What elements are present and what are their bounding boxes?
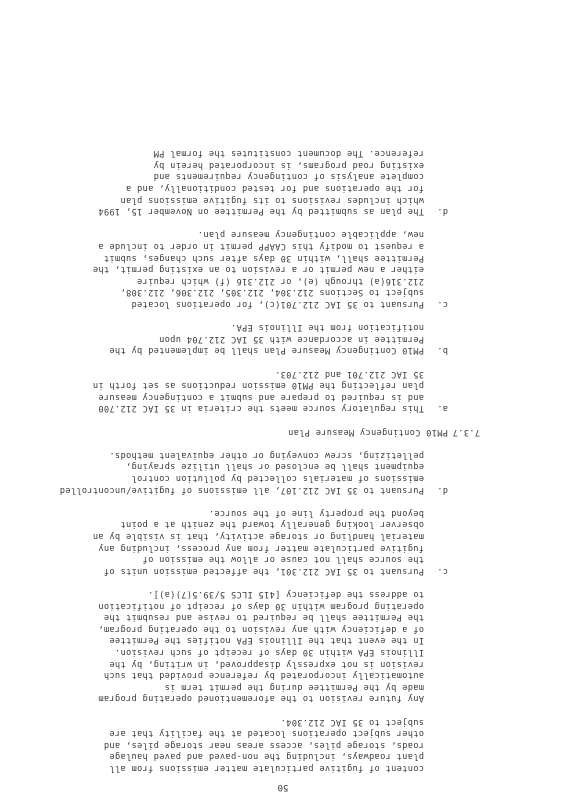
text-line: material handling or storage activity, that is visible by an [92, 531, 424, 541]
text-line: equipment shall be enclosed or shall utilize spraying, [125, 461, 424, 472]
text-line: beyond the property line of the source. [208, 507, 424, 518]
text-line: Any future revision to the aforementioned operating program [98, 693, 424, 704]
text-line: Illinois EPA within 30 days of receipt of such revision. [114, 647, 424, 657]
text-line: the Permittee shall be required to revise and resubmit the [103, 612, 424, 623]
text-line: to address the deficiency [415 ILCS 5/39.5(7)(a)]. [147, 589, 424, 599]
text-line: In the event that the Illinois EPA notifies the Permittee [109, 635, 424, 646]
paragraph-marker: d. [436, 484, 448, 495]
text-line: plan reflecting the PM10 emission reductions as set forth in [92, 380, 424, 391]
text-line: Pursuant to 35 IAC 212.701(c), for operations located [131, 299, 424, 309]
text-line: 35 IAC 212.701 and 212.703. [274, 368, 424, 379]
text-line: either a new permit or a revision to an existing permit, the [92, 264, 424, 275]
paragraph-marker: b. [436, 345, 448, 356]
text-line: Pursuant to 35 IAC 212.301, the affected emission units of [103, 565, 424, 576]
text-line: for the operations and for tested conditionally, and a [125, 183, 424, 193]
text-line: Pursuant to 35 IAC 212.107, all emissions of fugitive/uncontrolled [59, 484, 424, 495]
text-line: revision is not expressly disapproved, in writing, by the [109, 658, 424, 669]
text-line: the source shall not cause or allow the emission of [142, 554, 424, 565]
paragraph-marker: c. [436, 565, 448, 576]
text-line: 212.316(a) through (e), or 212.316 (f) which require [136, 275, 424, 286]
text-line: The plan as submitted by the Permittee on November 15, 1994 [98, 206, 424, 217]
paragraph-marker: 7.3.7 [452, 426, 480, 437]
text-line: subject to Sections 212.304, 212.305, 212.306, 212.308, [120, 287, 424, 298]
text-line: existing road programs, is incorporated herein by [153, 159, 424, 170]
text-line: and is required to prepare and submit a contingency measure [98, 391, 424, 402]
text-line: roads, storage piles, access areas near storage piles, and [103, 739, 424, 750]
text-line: This regulatory source meets the criteria in 35 IAC 212.700 [98, 403, 424, 414]
text-line: complete analysis of contingency requirements and [153, 171, 424, 182]
text-line: observer looking generally toward the zenith at a point [120, 519, 424, 530]
text-line: automatically incorporated by reference provided that such [103, 670, 424, 681]
paragraph-marker: d. [436, 206, 448, 217]
text-line: notification from the Illinois EPA. [230, 322, 424, 333]
text-line: fugitive particulate matter from any process, including any [98, 542, 424, 553]
text-line: operating program within 30 days of receipt of notification [98, 600, 424, 611]
text-line: emissions of materials collected by pollution control [131, 473, 424, 483]
text-line: which includes revisions to its fugitive emissions plan [120, 194, 424, 205]
paragraph-marker: c. [436, 299, 448, 309]
text-line: Permittee shall, within 30 days after such changes, submit [103, 252, 424, 263]
text-line: of a deficiency with any revision to the operating program, [98, 623, 424, 634]
text-line: plant roadways, including the non-paved and paved haulage [109, 751, 424, 762]
text-line: subject to 35 IAC 212.304. [280, 716, 424, 727]
text-line: PM10 Contingency Measure Plan [287, 426, 448, 437]
text-line: a request to modify this CAAPP permit in order to include a [98, 241, 424, 251]
text-line: Permittee in accordance with 35 IAC 212.704 upon [158, 333, 424, 344]
text-line: new, applicable contingency measure plan. [197, 229, 424, 240]
text-line: pelletizing, screw conveying or other equivalent methods. [109, 449, 424, 460]
text-line: PM10 Contingency Measure Plan shall be implemented by the [109, 345, 424, 356]
text-line: made by the Permittee during the permit term is [164, 681, 424, 692]
text-line: content of fugitive particulate matter emissions from all [109, 763, 424, 773]
text-line: reference. The document constitutes the formal PM [153, 148, 424, 159]
text-line: other subject operations located at the facility that are [109, 728, 424, 739]
paragraph-marker: a. [436, 403, 448, 414]
page-number: 50 [277, 782, 289, 792]
